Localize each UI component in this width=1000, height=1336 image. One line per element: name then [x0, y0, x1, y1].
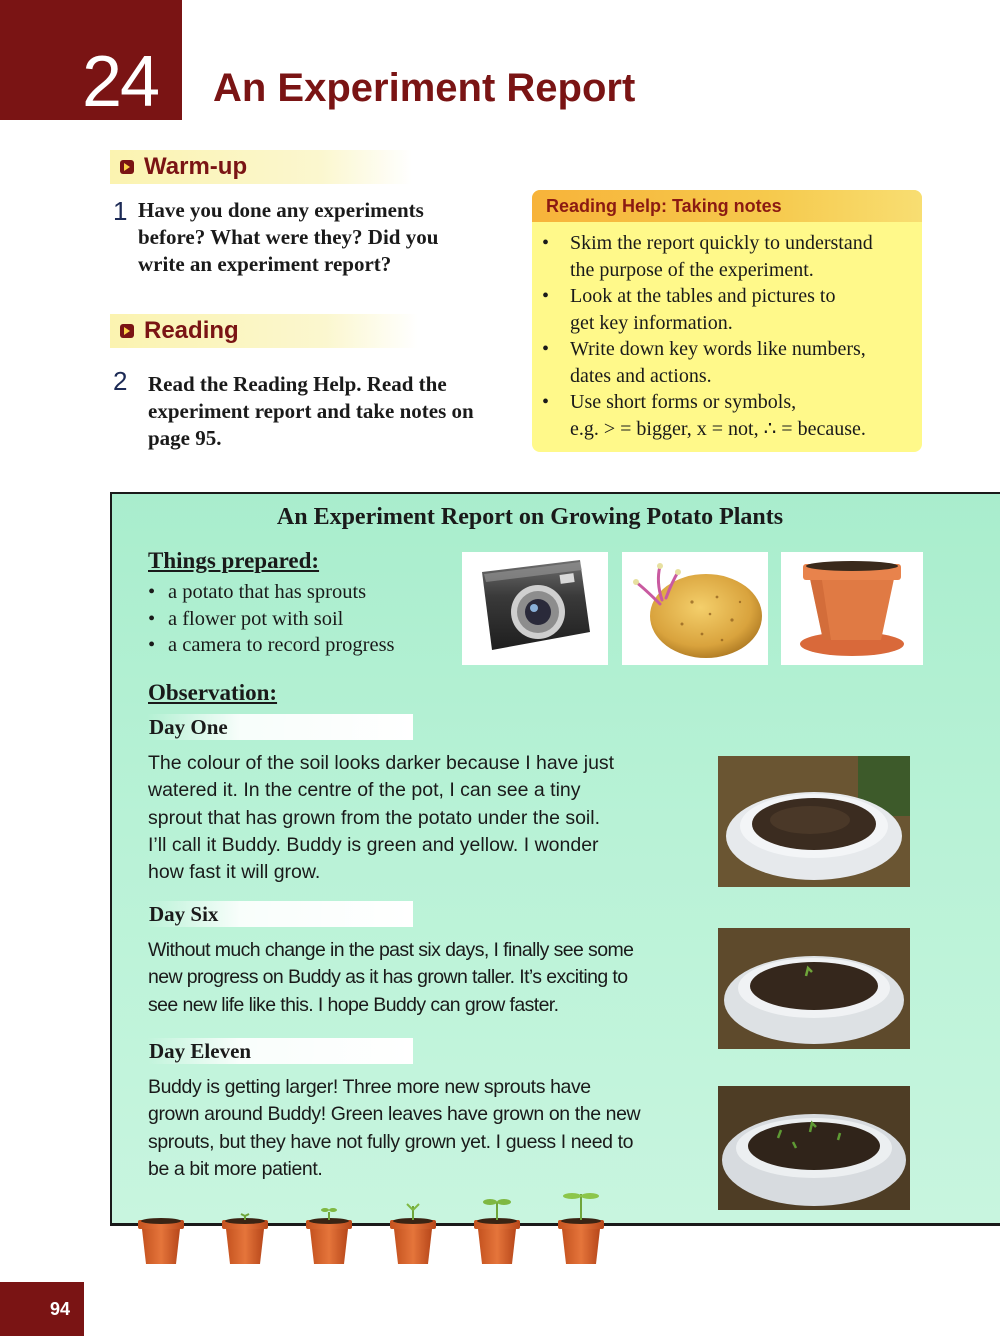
flower-pot-photo — [781, 552, 923, 665]
reading-help-title: Reading Help: Taking notes — [532, 190, 922, 222]
reading-label: Reading — [144, 317, 239, 344]
camera-illustration — [462, 552, 608, 665]
day-text-line: see new life like this. I hope Buddy can grow faster. — [148, 993, 559, 1016]
warmup-section-bar — [110, 150, 412, 184]
flower-pot-illustration — [781, 552, 923, 665]
help-item-line: • Use short forms or symbols, — [570, 391, 797, 413]
observation-heading: Observation: — [148, 680, 278, 705]
reading-section-bar — [110, 314, 418, 348]
day-eleven-photo — [718, 1086, 910, 1210]
warmup-question-line: Have you done any experiments — [138, 198, 424, 222]
reading-question-line: page 95. — [148, 426, 222, 450]
unit-number: 24 — [82, 42, 159, 122]
day-text-line: be a bit more patient. — [148, 1157, 323, 1180]
camera-photo — [462, 552, 608, 665]
page-number: 94 — [0, 1282, 84, 1336]
prepared-item: • a flower pot with soil — [148, 606, 395, 633]
day-text-line: how fast it will grow. — [148, 861, 321, 884]
warmup-question-line: before? What were they? Did you — [138, 225, 439, 249]
question-number-1: 1 — [113, 196, 128, 226]
day-text-line: Buddy is getting larger! Three more new sprouts have — [148, 1076, 591, 1098]
prepared-item: • a camera to record progress — [148, 632, 395, 659]
section-arrow-icon — [120, 324, 134, 338]
help-item-line: get key information. — [570, 311, 733, 334]
potato-photo — [622, 552, 768, 665]
question-number-2: 2 — [113, 366, 128, 396]
day-text-line: The colour of the soil looks darker because I have just — [148, 752, 615, 774]
help-item-line: dates and actions. — [570, 364, 712, 387]
warmup-question-line: write an experiment report? — [138, 252, 392, 276]
pot-photo-day-eleven — [718, 1086, 910, 1210]
day-eleven-text — [148, 1074, 708, 1183]
things-prepared-list — [148, 579, 395, 659]
reading-help-box — [532, 190, 922, 452]
day-text-line: I’ll call it Buddy. Buddy is green and yellow. I wonder — [148, 833, 599, 856]
day-one-label: Day One — [147, 714, 413, 740]
day-text-line: sprouts, but they have not fully grown yet. I guess I need to — [148, 1130, 634, 1153]
day-six-photo — [718, 928, 910, 1049]
page-title: An Experiment Report — [213, 66, 636, 110]
day-six-text — [148, 937, 708, 1019]
help-item-line: e.g. > = bigger, x = not, ∴ = because. — [570, 417, 866, 440]
warmup-question — [138, 197, 508, 278]
reading-question — [148, 371, 518, 452]
day-text-line: grown around Buddy! Green leaves have grown on the new — [148, 1103, 641, 1126]
day-text-line: Without much change in the past six days, I finally see some — [148, 939, 634, 961]
day-six-label: Day Six — [147, 901, 413, 927]
reading-question-line: Read the Reading Help. Read the — [148, 372, 447, 396]
help-item-line: • Write down key words like numbers, — [570, 338, 866, 360]
section-arrow-icon — [120, 160, 134, 174]
prepared-item: • a potato that has sprouts — [148, 579, 395, 606]
day-eleven-label: Day Eleven — [147, 1038, 413, 1064]
reading-question-line: experiment report and take notes on — [148, 399, 474, 423]
help-item — [532, 336, 922, 389]
day-text-line: sprout that has grown from the potato under the soil. — [148, 806, 601, 829]
potato-illustration — [622, 552, 768, 665]
day-one-text — [148, 750, 708, 886]
help-item-line: • Skim the report quickly to understand — [570, 232, 873, 254]
pot-photo-day-one — [718, 756, 910, 887]
reading-help-list — [532, 222, 922, 442]
report-title: An Experiment Report on Growing Potato Plants — [276, 504, 784, 530]
help-item — [532, 230, 922, 283]
help-item — [532, 389, 922, 442]
things-prepared-heading: Things prepared: — [148, 548, 320, 573]
warmup-label: Warm-up — [144, 153, 248, 180]
help-item-line: • Look at the tables and pictures to — [570, 285, 836, 307]
day-one-photo — [718, 756, 910, 887]
help-item — [532, 283, 922, 336]
pot-photo-day-six — [718, 928, 910, 1049]
day-text-line: watered it. In the centre of the pot, I can see a tiny — [148, 779, 581, 802]
seedling-pots-illustration — [130, 1186, 610, 1266]
help-item-line: the purpose of the experiment. — [570, 258, 814, 281]
day-text-line: new progress on Buddy as it has grown taller. It’s exciting to — [148, 966, 628, 989]
